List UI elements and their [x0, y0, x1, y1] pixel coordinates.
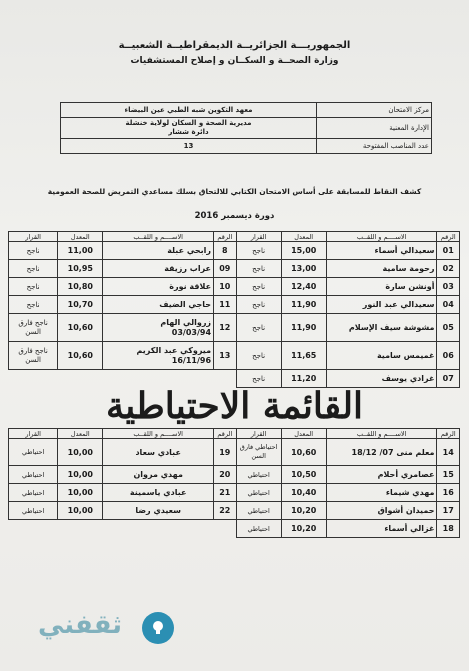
col-header-decision: القرار — [9, 429, 58, 439]
cell-num: 07 — [437, 370, 460, 388]
cell-num: 04 — [437, 296, 460, 314]
col-header-num: الرقم — [437, 429, 460, 439]
cell-num: 16 — [437, 484, 460, 502]
cell-avg: 10,00 — [58, 484, 103, 502]
info-value-line: مديرية الصحة و السكان لولاية خنشلة — [125, 119, 252, 127]
cell-decision: ناجح — [236, 342, 281, 370]
empty-cell — [9, 520, 237, 538]
cell-avg: 10,80 — [58, 278, 103, 296]
cell-decision: احتياطي — [9, 466, 58, 484]
cell-name: عراب رزيقة — [103, 260, 214, 278]
cell-num: 21 — [214, 484, 237, 502]
cell-decision: ناجح — [236, 314, 281, 342]
cell-decision: ناجح — [9, 242, 58, 260]
cell-name: غميمس سامية — [326, 342, 437, 370]
cell-avg: 10,00 — [58, 502, 103, 520]
cell-decision: ناجح — [236, 278, 281, 296]
cell-avg: 10,00 — [58, 439, 103, 466]
info-row — [61, 118, 432, 139]
col-header-num: الرقم — [437, 232, 460, 242]
reserve-list-title: القائمة الاحتياطية — [105, 385, 364, 427]
cell-num: 01 — [437, 242, 460, 260]
cell-num: 12 — [214, 314, 237, 342]
table-row — [9, 342, 460, 370]
exam-info-table — [60, 102, 432, 154]
cell-avg: 13,00 — [281, 260, 326, 278]
cell-name: مهدي شيماء — [326, 484, 437, 502]
cell-decision: احتياطي — [9, 502, 58, 520]
cell-decision: ناجح — [236, 260, 281, 278]
cell-name: معلم منى 07/ 18/12 — [326, 439, 437, 466]
cell-avg: 10,70 — [58, 296, 103, 314]
cell-num: 14 — [437, 439, 460, 466]
cell-num: 22 — [214, 502, 237, 520]
cell-num: 11 — [214, 296, 237, 314]
info-value: 13 — [61, 139, 317, 154]
cell-num: 13 — [214, 342, 237, 370]
table-row — [9, 260, 460, 278]
cell-name: علاقة نورة — [103, 278, 214, 296]
col-header-avg: المعدل — [58, 232, 103, 242]
cell-decision: احتياطي — [9, 439, 58, 466]
cell-name: عصامري أحلام — [326, 466, 437, 484]
col-header-decision: القرار — [236, 429, 281, 439]
cell-avg: 10,60 — [58, 314, 103, 342]
cell-name: عبادي ياسمينة — [103, 484, 214, 502]
info-value — [61, 118, 317, 139]
cell-num: 8 — [214, 242, 237, 260]
table-row — [9, 439, 460, 466]
name-line: ميروكي عبد الكريم — [136, 345, 212, 355]
cell-num: 05 — [437, 314, 460, 342]
table-row — [9, 466, 460, 484]
ministry-header: وزارة الصحــة و السكــان و إصلاح المستشفيات — [130, 56, 339, 66]
col-header-avg: المعدل — [281, 232, 326, 242]
cell-decision: ناجح — [236, 296, 281, 314]
cell-num: 20 — [214, 466, 237, 484]
cell-decision: احتياطي — [236, 484, 281, 502]
table-row — [9, 314, 460, 342]
cell-name: رحومة سامية — [326, 260, 437, 278]
col-header-name: الاســــم و اللقــب — [326, 429, 437, 439]
col-header-num: الرقم — [214, 232, 237, 242]
col-header-name: الاســــم و اللقــب — [103, 429, 214, 439]
results-table — [8, 231, 460, 388]
table-row — [9, 484, 460, 502]
cell-avg: 12,40 — [281, 278, 326, 296]
cell-name: مهدي مروان — [103, 466, 214, 484]
reserve-header-row — [9, 429, 460, 439]
cell-avg: 11,90 — [281, 314, 326, 342]
info-row — [61, 103, 432, 118]
cell-name: حميدان أشواق — [326, 502, 437, 520]
cell-name: سعيدالي عبد النور — [326, 296, 437, 314]
cell-decision: ناجح — [236, 242, 281, 260]
cell-decision: احتياطي — [236, 502, 281, 520]
cell-name: غرادي يوسف — [326, 370, 437, 388]
cell-num: 19 — [214, 439, 237, 466]
cell-avg: 11,65 — [281, 342, 326, 370]
republic-header: الجمهوريـــة الجزائريــة الديمقراطيــة الشعبيــة — [118, 40, 351, 51]
cell-name: حاجي الضيف — [103, 296, 214, 314]
info-key: الإدارة المعنية — [317, 118, 432, 139]
cell-name: أونشن سارة — [326, 278, 437, 296]
document-title: كشف النقاط للمسابقة على أساس الامتحان الكتابي للالتحاق بسلك مساعدي التمريض للصحة العمومية — [47, 187, 422, 196]
col-header-name: الاســــم و اللقــب — [103, 232, 214, 242]
table-row — [9, 296, 460, 314]
cell-name: مشوشة سيف الإسلام — [326, 314, 437, 342]
cell-avg: 10,95 — [58, 260, 103, 278]
watermark-logo-text: ثقفني — [37, 610, 123, 640]
birthdate: 16/11/96 — [171, 355, 212, 365]
cell-num: 02 — [437, 260, 460, 278]
info-value: معهد التكوين شبه الطبي عين البيضاء — [61, 103, 317, 118]
cell-avg: 11,90 — [281, 296, 326, 314]
cell-name: سعيدالي أسماء — [326, 242, 437, 260]
cell-avg: 10,00 — [58, 466, 103, 484]
col-header-decision: القرار — [9, 232, 58, 242]
reserve-table — [8, 428, 460, 538]
cell-avg: 10,20 — [281, 520, 326, 538]
cell-avg: 10,60 — [281, 439, 326, 466]
lightbulb-glyph — [148, 618, 168, 638]
col-header-name: الاســــم و اللقــب — [326, 232, 437, 242]
table-row — [9, 520, 460, 538]
info-value-line: دائرة ششار — [168, 128, 209, 136]
cell-num: 06 — [437, 342, 460, 370]
cell-avg: 11,20 — [281, 370, 326, 388]
cell-num: 18 — [437, 520, 460, 538]
cell-decision: ناجح — [9, 278, 58, 296]
cell-num: 17 — [437, 502, 460, 520]
birthdate: 03/03/94 — [171, 327, 212, 337]
col-header-decision: القرار — [236, 232, 281, 242]
cell-name: عبادي سعاد — [103, 439, 214, 466]
info-key: عدد المناصب المفتوحة — [317, 139, 432, 154]
table-row — [9, 242, 460, 260]
cell-avg: 15,00 — [281, 242, 326, 260]
cell-name — [103, 314, 214, 342]
cell-avg: 10,20 — [281, 502, 326, 520]
col-header-num: الرقم — [214, 429, 237, 439]
cell-avg: 10,40 — [281, 484, 326, 502]
cell-avg: 10,50 — [281, 466, 326, 484]
info-key: مركز الامتحان — [317, 103, 432, 118]
cell-avg: 10,60 — [58, 342, 103, 370]
info-row — [61, 139, 432, 154]
cell-avg: 11,00 — [58, 242, 103, 260]
col-header-avg: المعدل — [58, 429, 103, 439]
cell-num: 15 — [437, 466, 460, 484]
cell-decision: ناجح فارق السن — [9, 342, 58, 370]
cell-name: سعيدي رضا — [103, 502, 214, 520]
cell-decision: ناجح — [236, 370, 281, 388]
cell-decision: احتياطي فارق السن — [236, 439, 281, 466]
results-header-row — [9, 232, 460, 242]
cell-num: 09 — [214, 260, 237, 278]
cell-name — [103, 342, 214, 370]
session-label: دورة ديسمبر 2016 — [194, 211, 275, 221]
table-row — [9, 502, 460, 520]
cell-name: رابحي عبلة — [103, 242, 214, 260]
cell-decision: احتياطي — [236, 520, 281, 538]
table-row — [9, 278, 460, 296]
cell-decision: ناجح — [9, 296, 58, 314]
cell-name: غزالي أسماء — [326, 520, 437, 538]
col-header-avg: المعدل — [281, 429, 326, 439]
cell-decision: احتياطي — [236, 466, 281, 484]
name-line: زروالي الهام — [160, 317, 212, 327]
lightbulb-icon — [142, 612, 174, 644]
cell-num: 10 — [214, 278, 237, 296]
cell-decision: احتياطي — [9, 484, 58, 502]
cell-num: 03 — [437, 278, 460, 296]
cell-decision: ناجح فارق السن — [9, 314, 58, 342]
cell-decision: ناجح — [9, 260, 58, 278]
